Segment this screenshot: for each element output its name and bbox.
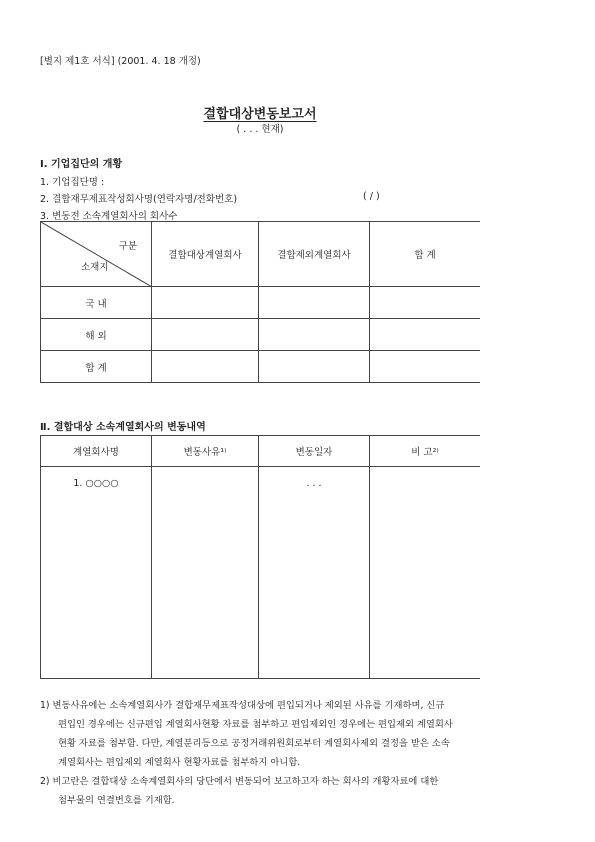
cell-overseas-excluded[interactable]: [259, 319, 370, 351]
row-label-total: 합 계: [41, 351, 152, 383]
cell-overseas-included[interactable]: [152, 319, 259, 351]
group-name-line: 1. 기업집단명 :: [40, 177, 105, 188]
header-excluded: 결합제외계열회사: [259, 222, 370, 287]
cell-affiliate-name[interactable]: 1. ○○○○: [41, 467, 152, 679]
cell-change-date[interactable]: . . .: [259, 467, 370, 679]
header-total: 합 계: [370, 222, 481, 287]
document-title: 결합대상변동보고서: [203, 107, 317, 122]
cell-total-total[interactable]: [370, 351, 481, 383]
header-included: 결합대상계열회사: [152, 222, 259, 287]
footnote-2-line-1: 2) 비고란은 결합대상 소속계열회사의 당단에서 변동되어 보고하고자 하는 회사의 개황자료에 대한: [40, 776, 439, 787]
footnote-1-line-1: 1) 변동사유에는 소속계열회사가 결합재무제표작성대상에 편입되거나 제외된 사유를 기재하며, 신규: [40, 700, 445, 711]
contact-value: ( / ): [363, 191, 380, 202]
footnote-1-line-3: 현황 자료를 첨부함. 다만, 계열분리등으로 공정거래위원회로부터 계열회사제외 결정을 받은 소속: [58, 738, 450, 749]
cell-domestic-total[interactable]: [370, 287, 481, 319]
row-label-overseas: 해 외: [41, 319, 152, 351]
cell-total-included[interactable]: [152, 351, 259, 383]
cell-change-reason[interactable]: [152, 467, 259, 679]
header-affiliate-name: 계열회사명: [41, 436, 152, 467]
form-identifier: [별지 제1호 서식] (2001. 4. 18 개정): [40, 56, 201, 67]
cell-remarks[interactable]: [370, 467, 481, 679]
header-change-reason: 변동사유¹⁾: [152, 436, 259, 467]
cell-overseas-total[interactable]: [370, 319, 481, 351]
footnote-1-line-4: 계열회사는 편입제외 계열회사 현황자료를 첨부하지 아니함.: [58, 757, 301, 768]
table-corner-cell: [41, 222, 152, 287]
reporting-company-line: 2. 결합재무제표작성회사명(연락자명/전화번호): [40, 194, 238, 205]
corner-label-category: 구분: [118, 241, 137, 252]
diagonal-divider: [41, 222, 152, 287]
header-change-date: 변동일자: [259, 436, 370, 467]
header-remarks: 비 고²⁾: [370, 436, 481, 467]
footnote-1-line-2: 편입인 경우에는 신규편입 계열회사현황 자료를 첨부하고 편입제외인 경우에는 편입제외 계열회사: [58, 719, 453, 730]
cell-domestic-included[interactable]: [152, 287, 259, 319]
affiliate-count-table: [40, 221, 480, 383]
cell-total-excluded[interactable]: [259, 351, 370, 383]
footnote-2-line-2: 첨부물의 연결번호를 기재함.: [58, 795, 175, 806]
corner-label-location: 소재지: [81, 262, 109, 273]
affiliate-count-line: 3. 변동전 소속계열회사의 회사수: [40, 211, 178, 222]
section2-heading: Ⅱ. 결합대상 소속계열회사의 변동내역: [40, 422, 206, 433]
section1-heading: Ⅰ. 기업집단의 개황: [40, 159, 123, 170]
cell-domestic-excluded[interactable]: [259, 287, 370, 319]
row-label-domestic: 국 내: [41, 287, 152, 319]
report-date-line: ( . . . 현재): [236, 124, 284, 135]
affiliate-change-table: [40, 435, 480, 679]
